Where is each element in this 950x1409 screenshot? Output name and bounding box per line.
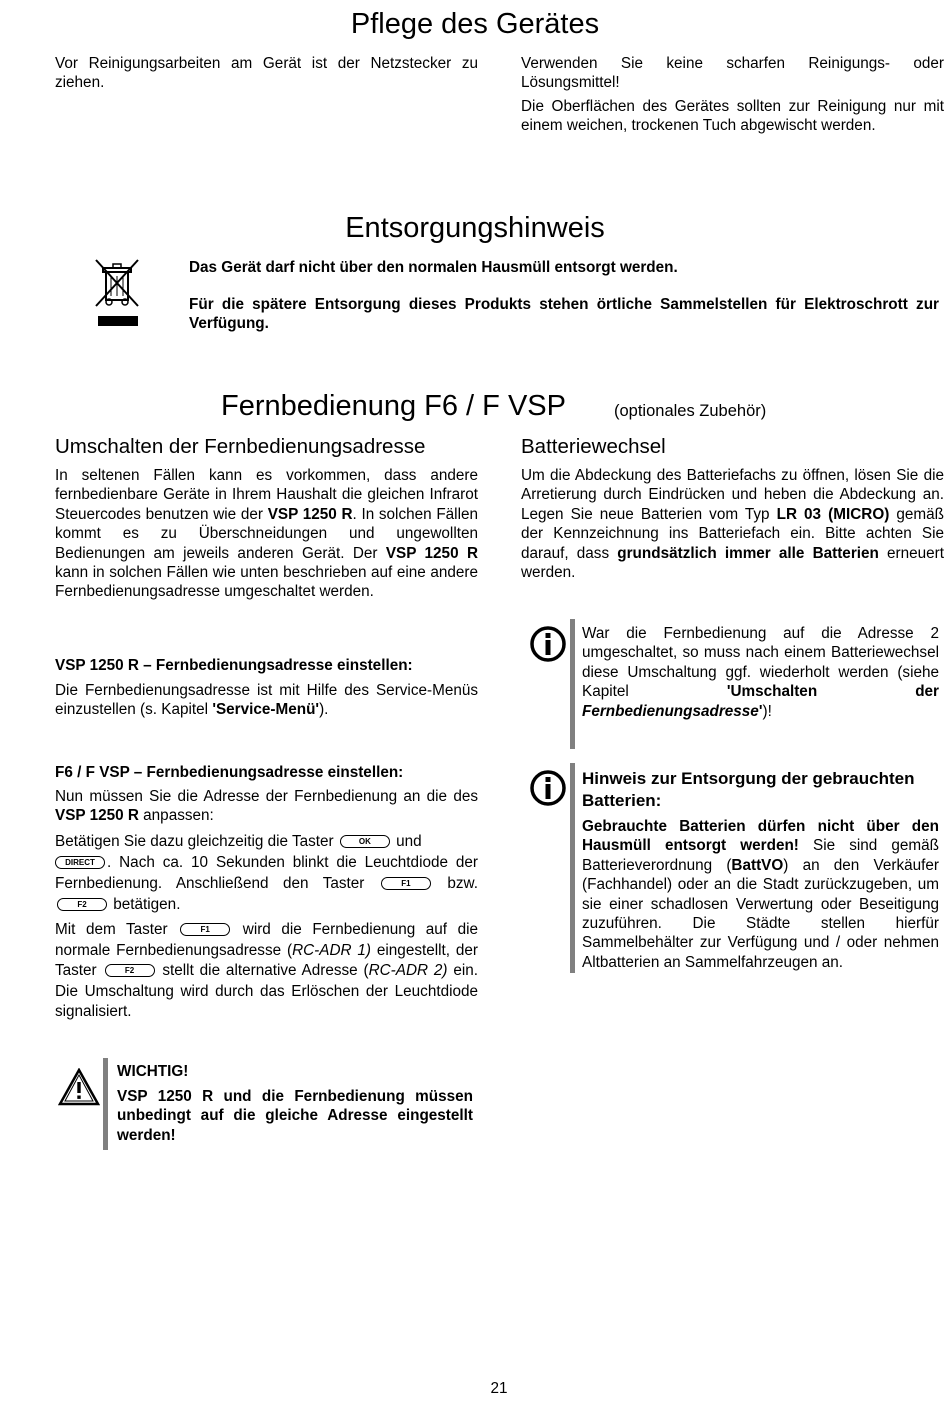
warning-label: WICHTIG! <box>117 1063 189 1080</box>
info-bar-2 <box>570 763 575 973</box>
battery-text: Um die Abdeckung des Batteriefachs zu öffnen, lösen Sie die Arretierung durch Eindrücken und heben die Abdeckung an. Legen Sie neue Batterien vom Typ LR 03 (MICRO) gemäß der Kennzeichnung ins Batteriefach ein. Bitte achten Sie darauf, dass grundsätzlich immer alle Batterien erneuert werden. <box>521 467 945 582</box>
right-heading: Batteriewechsel <box>521 435 666 458</box>
crossed-bin-icon <box>92 258 144 330</box>
info-heading-2: Hinweis zur Entsorgung der gebrauchten Batterien: <box>582 769 915 810</box>
disposal-title: Entsorgungshinweis <box>345 212 605 244</box>
f2-key-icon: F2 <box>105 964 155 977</box>
f1-key-icon: F1 <box>180 923 230 936</box>
left-intro: In seltenen Fällen kann es vorkommen, dass andere fernbedienbare Geräte in Ihrem Haushalt die gleichen Infrarot Steuercodes benutzen wie der VSP 1250 R. In solchen Fällen kommt es zu Überschneidungen und ungewollten Bedienungen am jeweils anderen Gerät. Der VSP 1250 R kann in solchen Fällen wie unten beschrieben auf eine andere Fernbedienungsadresse umgeschaltet werden. <box>55 467 478 601</box>
care-title: Pflege des Gerätes <box>350 8 600 40</box>
care-right-text-1: Verwenden Sie keine scharfen Reinigungs- oder Lösungsmittel! <box>521 55 944 92</box>
direct-key-icon: DIRECT <box>55 856 105 869</box>
f6-text-2: Betätigen Sie dazu gleichzeitig die Taster OK und DIRECT . Nach ca. 10 Sekunden blinkt die Leuchtdiode der Fernbedienung. Anschließend den Taster F1 bzw. F2 betätigen. <box>55 833 479 913</box>
remote-optional: (optionales Zubehör) <box>614 402 767 420</box>
disposal-text-2: Für die spätere Entsorgung dieses Produkts stehen örtliche Sammelstellen für Elektroschrott zur Verfügung. <box>189 296 939 333</box>
disposal-text-1: Das Gerät darf nicht über den normalen Hausmüll entsorgt werden. <box>189 259 678 276</box>
info-text-2: Gebrauchte Batterien dürfen nicht über den Hausmüll entsorgt werden! Sie sind gemäß Batterieverordnung (BattVO) an den Verkäufer (Fachhandel) oder an die Stadt zurückzugeben, um sie einer schadlosen Verwertung oder Beseitigung zuzuführen. Die Städte stellen hierfür Sammelbehälter zur Verfügung und / oder nehmen Altbatterien an Sammelfahrzeugen an. <box>582 818 940 971</box>
care-left-text: Vor Reinigungsarbeiten am Gerät ist der Netzstecker zu ziehen. <box>55 55 478 92</box>
f6-heading: F6 / F VSP – Fernbedienungsadresse einstellen: <box>55 764 404 781</box>
warning-icon <box>58 1068 100 1106</box>
page-number: 21 <box>490 1380 508 1397</box>
warning-text: VSP 1250 R und die Fernbedienung müssen unbedingt auf die gleiche Adresse eingestellt werden! <box>117 1088 473 1144</box>
ok-key-icon: OK <box>340 835 390 848</box>
warning-bar <box>103 1058 108 1150</box>
f6-text-3: Mit dem Taster F1 wird die Fernbedienung auf die normale Fernbedienungsadresse (RC-ADR 1) eingestellt, der Taster F2 stellt die alternative Adresse (RC-ADR 2) ein. Die Umschaltung wird durch das Erlöschen der Leuchtdiode signalisiert. <box>55 921 479 1020</box>
info-text-1: War die Fernbedienung auf die Adresse 2 umgeschaltet, so muss nach einem Batteriewechsel diese Umschaltung ggf. wiederholt werden (siehe Kapitel 'Umschalten der Fernbedienungsadresse')! <box>582 625 939 720</box>
vsp-text: Die Fernbedienungsadresse ist mit Hilfe des Service-Menüs einzustellen (s. Kapitel 'Service-Menü'). <box>55 682 478 719</box>
remote-title: Fernbedienung F6 / F VSP <box>221 390 566 422</box>
f1-key-icon: F1 <box>381 877 431 890</box>
info-bar-1 <box>570 619 575 749</box>
left-heading: Umschalten der Fernbedienungsadresse <box>55 435 426 458</box>
f2-key-icon: F2 <box>57 898 107 911</box>
info-icon <box>529 769 567 807</box>
f6-text-1: Nun müssen Sie die Adresse der Fernbedienung an die des VSP 1250 R anpassen: <box>55 788 478 825</box>
vsp-heading: VSP 1250 R – Fernbedienungsadresse einstellen: <box>55 657 413 674</box>
info-icon <box>529 625 567 663</box>
care-right-text-2: Die Oberflächen des Gerätes sollten zur Reinigung nur mit einem weichen, trockenen Tuch abgewischt werden. <box>521 98 944 135</box>
